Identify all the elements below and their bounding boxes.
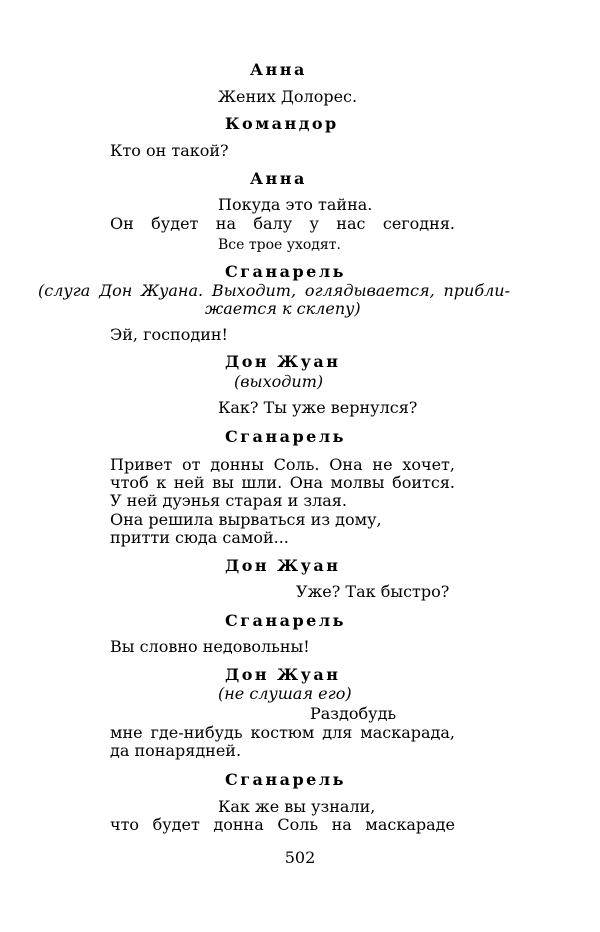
speaker-sganarel: Сганарель	[225, 770, 346, 789]
verse-line: да понарядней.	[110, 741, 242, 760]
verse-line: Покуда это тайна.	[218, 195, 373, 214]
speaker-don-zhuan: Дон Жуан	[225, 556, 341, 575]
speaker-sganarel: Сганарель	[225, 611, 346, 630]
verse-line: Раздобудь	[310, 704, 397, 723]
stage-direction: (не слушая его)	[218, 684, 352, 703]
verse-line: Вы словно недовольны!	[110, 637, 310, 656]
verse-line: что будет донна Соль на маскараде	[110, 815, 455, 834]
verse-line: мне где-нибудь костюм для маскарада,	[110, 723, 455, 742]
speaker-anna: Анна	[250, 60, 307, 79]
speaker-komandor: Командор	[225, 114, 339, 133]
speaker-anna: Анна	[250, 169, 307, 188]
page-number: 502	[284, 848, 316, 867]
verse-line: чтоб к ней вы шли. Она молвы боится.	[110, 473, 455, 492]
verse-line: Он будет на балу у нас сегодня.	[110, 214, 455, 233]
verse-line: Она решила вырваться из дому,	[110, 510, 382, 529]
verse-line: Как же вы узнали,	[218, 797, 376, 816]
verse-line: Эй, господин!	[110, 325, 228, 344]
verse-line: Уже? Так быстро?	[296, 582, 450, 601]
speaker-don-zhuan: Дон Жуан	[225, 665, 341, 684]
stage-direction: жается к склепу)	[205, 299, 361, 318]
stage-direction: (выходит)	[234, 372, 324, 391]
verse-line: Как? Ты уже вернулся?	[218, 398, 418, 417]
speaker-don-zhuan: Дон Жуан	[225, 352, 341, 371]
verse-line: Кто он такой?	[110, 141, 229, 160]
verse-line: У ней дуэнья старая и злая.	[110, 491, 347, 510]
stage-direction: (слуга Дон Жуана. Выходит, оглядывается, прибли-	[38, 281, 510, 300]
speaker-sganarel: Сганарель	[225, 427, 346, 446]
verse-line: Привет от донны Соль. Она не хочет,	[110, 455, 455, 474]
verse-line: притти сюда самой...	[110, 528, 289, 547]
speaker-sganarel: Сганарель	[225, 262, 346, 281]
stage-direction: Все трое уходят.	[218, 237, 341, 253]
verse-line: Жених Долорес.	[218, 87, 358, 106]
